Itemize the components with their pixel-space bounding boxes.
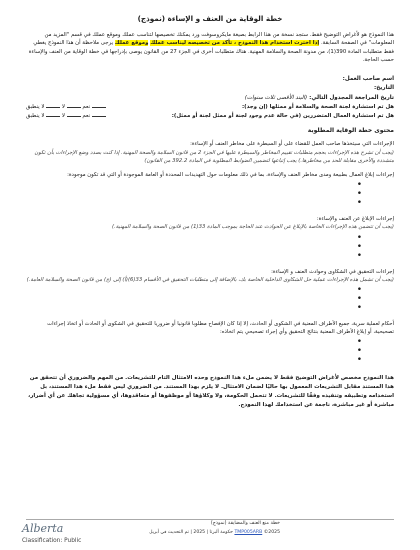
footer-doc-title: خطة منع العنف والمضايقة (نموذج) bbox=[210, 521, 280, 526]
employer-name-label: اسم صاحب العمل: bbox=[342, 75, 394, 82]
yes-blank[interactable] bbox=[92, 103, 106, 108]
bullet-list bbox=[26, 339, 394, 366]
yes-label: نعم bbox=[82, 113, 91, 120]
yes-label: نعم bbox=[82, 104, 91, 110]
alberta-logo: Alberta bbox=[22, 522, 64, 535]
bullet-item[interactable] bbox=[26, 244, 352, 253]
bullet-item[interactable] bbox=[26, 191, 352, 200]
date-label: التاريخ: bbox=[374, 85, 394, 91]
section-lead: الإجراءات التي سيتخذها صاحب العمل للقضاء على أو السيطرة على مخاطر العنف أو الإساءة: bbox=[190, 141, 394, 148]
bullet-item[interactable] bbox=[26, 235, 352, 244]
review-date-note: (البند الأقصى ثلاث سنوات) bbox=[244, 94, 308, 101]
na-label: لا ينطبق bbox=[26, 113, 45, 120]
section-lead: إجراءات إبلاغ العمال بطبيعة ومدى مخاطر العنف والإساءة، بما في ذلك معلومات حول التهديدات المحددة أو العامة الموجودة أو التي قد تكون موجودة: bbox=[67, 171, 394, 178]
no-label: لا bbox=[61, 104, 65, 110]
section-note: (يجب أن تتضمن هذه الإجراءات الخاصة بالإبلاغ عن الحوادث عند الحاجة بموجب المادة 33(1) من قانون الصحة والسلامة المهنية.) bbox=[112, 224, 394, 231]
consult-workers-row bbox=[26, 112, 394, 121]
footer-copyright: ©2025 حكومة ألبرتا | 2025 | تم التحديث في أبريل bbox=[149, 530, 280, 535]
bullet-item[interactable] bbox=[26, 357, 352, 366]
bullet-item[interactable] bbox=[26, 200, 352, 209]
consult-committee-options bbox=[26, 103, 106, 112]
no-blank[interactable] bbox=[67, 112, 81, 117]
plan-sections bbox=[26, 140, 394, 366]
section-note: (يجب أن تشمل هذه الإجراءات عملية حل الشكاوى الداخلية الخاصة بك، بالإضافة إلى متطلبات التحقيق في الأقسام 33(6)(أ) إلى (ج) من قانون الصحة والسلامة العامة.) bbox=[26, 276, 394, 283]
document-title: خطة الوقاية من العنف و الإساءة (نموذج) bbox=[137, 14, 283, 23]
review-date-label: تاريخ المراجعة المجدول التالي: bbox=[309, 94, 394, 101]
classification-label: Classification: Public bbox=[22, 538, 82, 544]
bullet-list bbox=[26, 235, 394, 262]
section-note: (يجب أن تشرح هذه الإجراءات بحجم متطلبات تقييم المخاطر والسيطرة عليها في الجزء 2 من قانون السلامة والصحة المهنية. إذا كنت بصدد وضع الإجراءات بأن تكون متشددة والأخرى مقابلة للحد من مخاطرها.) يجب إتباعها لتضمين الضوابط المطلوبة في المادة 392.2 من القانون) bbox=[34, 149, 394, 164]
bullet-item[interactable] bbox=[26, 287, 352, 296]
na-blank[interactable] bbox=[46, 103, 60, 108]
content-heading: محتوى خطة الوقاية المطلوبة bbox=[307, 127, 394, 135]
plan-section bbox=[26, 320, 394, 366]
bullet-list bbox=[26, 287, 394, 314]
bullet-item[interactable] bbox=[26, 253, 352, 262]
intro-highlight-2: وموقع عملك bbox=[114, 40, 149, 47]
section-lead: أحكام لعملية سرية، جميع الأطراف المعنية في الشكوى أو الحادث، إلا إذا كان الإفصاح مطلوبا قانونيا أو ضروريا للتحقيق في الشكوى أو الحادث أو اتخاذ إجراءات تصحيحية، أو إبلاغ الأطراف المعنية بنتائج التحقيق وأي إجراء تصحيحي يتم اتخاذه: bbox=[47, 321, 394, 336]
review-date-row bbox=[26, 94, 394, 104]
bullet-item[interactable] bbox=[26, 305, 352, 314]
consult-workers-label: هل تم استشارة العمال المتضررين (في حالة عدم وجود لجنة أو ممثل لجنة أو ممثل): bbox=[171, 113, 394, 120]
footer-divider bbox=[26, 519, 394, 520]
plan-section bbox=[26, 215, 394, 261]
footer-info-line bbox=[149, 530, 280, 535]
plan-section bbox=[26, 268, 394, 314]
intro-highlight-1: إذا اخترت استخدام هذا النموذج ، تأكد من تخصيصه ليناسب عملك bbox=[150, 40, 320, 47]
form-fields bbox=[26, 75, 394, 122]
template-code-link[interactable]: TMP005ARB bbox=[234, 530, 263, 535]
plan-section bbox=[26, 171, 394, 209]
bullet-item[interactable] bbox=[26, 182, 352, 191]
consult-workers-options bbox=[26, 112, 106, 121]
intro-text-b: يرجى ملاحظة أن هذا النموذج يغطي فقط متطلبات المادة 390(1)، من مدونة الصحة والسلامة المهنية. هناك متطلبات أخرى في الجزء 27 من القانون يوصى بإدراجها في خطة الوقاية من العنف والإساءة حسب الحاجة. bbox=[28, 40, 394, 64]
intro-paragraph bbox=[26, 31, 394, 65]
consult-committee-label: هل تم استشارة لجنة الصحة والسلامة أو ممثلها (إن وجد): bbox=[242, 104, 394, 110]
no-label: لا bbox=[61, 113, 65, 120]
disclaimer-paragraph: هذا النموذج مخصص لأغراض التوضيح فقط لا يضمن ملء هذا النموذج وحده الامتثال التام للتشريعات. من المهم والضروري أن تتحقق من هذا المستند مقابل التشريعات المعمول بها حاليًا لضمان الامتثال. لا يلزم بهذا المستند. من الضروري ليس فقط ملء هذا المستند، بل استخدامه وتطبيقه وتنفيذه وفقًا للتشريعات. لا تتحمل الحكومة، ولا وكلاؤها أو موظفوها أو متعاقدوها، أي مسؤولية تجاهك عن أي أضرار، مباشرة أو غير مباشرة، ناجمة عن استخدامك لهذا النموذج. bbox=[28, 375, 394, 408]
section-lead: إجراءات الإبلاغ عن العنف والإساءة: bbox=[316, 216, 394, 223]
bullet-item[interactable] bbox=[26, 348, 352, 357]
bullet-item[interactable] bbox=[26, 296, 352, 305]
plan-section bbox=[26, 140, 394, 165]
intro-text-a: هذا النموذج هو لأغراض التوضيح فقط. ستجد نسخة من هذا الرابط بصيغة مايكروسوفت ورد يمكنك تخصيصها لتناسب عملك وموقع عملك في قسم "المزيد من المعلومات" في الصفحة السابقة. bbox=[44, 32, 394, 47]
na-label: لا ينطبق bbox=[26, 104, 45, 110]
section-lead: إجراءات التحقيق في الشكاوى وحوادث العنف و الإساءة: bbox=[271, 268, 394, 275]
na-blank[interactable] bbox=[46, 112, 60, 117]
bullet-item[interactable] bbox=[26, 339, 352, 348]
yes-blank[interactable] bbox=[92, 112, 106, 117]
bullet-list bbox=[26, 182, 394, 209]
consult-committee-row bbox=[26, 103, 394, 112]
no-blank[interactable] bbox=[67, 103, 81, 108]
